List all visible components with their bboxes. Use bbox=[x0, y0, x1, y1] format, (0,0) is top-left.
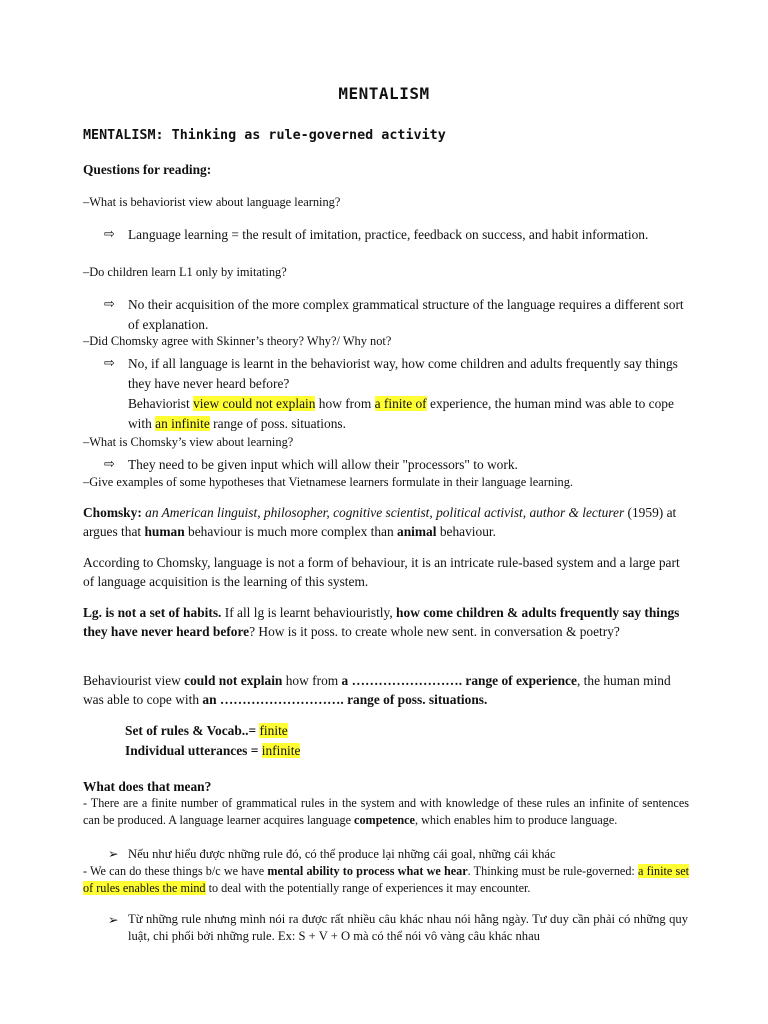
answer-3a: No, if all language is learnt in the behaviorist way, how come children and adults frequently say things they have never heard before? bbox=[128, 356, 678, 391]
answer-1: Language learning = the result of imitation, practice, feedback on success, and habit information. bbox=[128, 227, 649, 242]
behaviourist-paragraph: Behaviourist view could not explain how from a ……………………. range of experience, the human mind was able to cope with an ………………………. range of poss. situations. bbox=[83, 673, 671, 707]
answer-2: No their acquisition of the more complex grammatical structure of the language requires a different sort of explanation. bbox=[128, 297, 684, 332]
questions-heading: Questions for reading: bbox=[83, 162, 212, 177]
answer-3b: Behaviorist view could not explain how from a finite of experience, the human mind was able to cope with an infinite range of poss. situations. bbox=[128, 396, 674, 431]
question-1: –What is behaviorist view about language learning? bbox=[83, 195, 341, 209]
habits-paragraph: Lg. is not a set of habits. If all lg is learnt behaviouristly, how come children & adults frequently say things they have never heard before? How is it poss. to create whole new sent. in conversation & poetry? bbox=[83, 605, 680, 639]
bullet-arrow-icon: ➢ bbox=[108, 913, 119, 927]
subtitle: MENTALISM: Thinking as rule-governed activity bbox=[83, 128, 446, 143]
question-3: –Did Chomsky agree with Skinner’s theory? Why?/ Why not? bbox=[83, 334, 392, 348]
answer-4: They need to be given input which will allow their "processors" to work. bbox=[128, 457, 518, 472]
question-5: –Give examples of some hypotheses that Vietnamese learners formulate in their language learning. bbox=[83, 475, 574, 489]
arrow-icon: ⇨ bbox=[104, 226, 115, 241]
arrow-icon: ⇨ bbox=[104, 355, 115, 370]
question-2: –Do children learn L1 only by imitating? bbox=[83, 265, 287, 279]
chomsky-paragraph: Chomsky: an American linguist, philosopher, cognitive scientist, political activist, author & lecturer (1959) at argues that human behaviour is much more complex than animal behaviour. bbox=[83, 505, 677, 539]
bullet-1: Nếu như hiểu được những rule đó, có thể produce lại những cái goal, những cái khác bbox=[128, 847, 556, 861]
meaning-paragraph-2: - We can do these things b/c we have mental ability to process what we hear. Thinking must be rule-governed: a finite set of rules enables the mind to deal with the potentially range of experiences it may encounter. bbox=[83, 864, 689, 895]
arrow-icon: ⇨ bbox=[104, 456, 115, 471]
rule-finite: Set of rules & Vocab..= finite bbox=[125, 723, 288, 738]
page-title: MENTALISM bbox=[338, 84, 430, 103]
arrow-icon: ⇨ bbox=[104, 296, 115, 311]
question-4: –What is Chomsky’s view about learning? bbox=[83, 435, 294, 449]
bullet-2: Từ những rule nhưng mình nói ra được rất nhiều câu khác nhau nói hằng ngày. Tư duy cần phải có những quy luật, chi phối bởi những rule. Ex: S + V + O mà có thể nói vô vàng câu khác nhau bbox=[128, 912, 688, 943]
meaning-heading: What does that mean? bbox=[83, 779, 212, 794]
according-paragraph: According to Chomsky, language is not a form of behaviour, it is an intricate rule-based system and a large part of language acquisition is the learning of this system. bbox=[83, 555, 680, 589]
meaning-paragraph-1: - There are a finite number of grammatical rules in the system and with knowledge of these rules an infinite of sentences can be produced. A language learner acquires language competence, which enables him to produce language. bbox=[83, 796, 689, 827]
rule-infinite: Individual utterances = infinite bbox=[125, 743, 301, 758]
bullet-arrow-icon: ➢ bbox=[108, 847, 119, 861]
